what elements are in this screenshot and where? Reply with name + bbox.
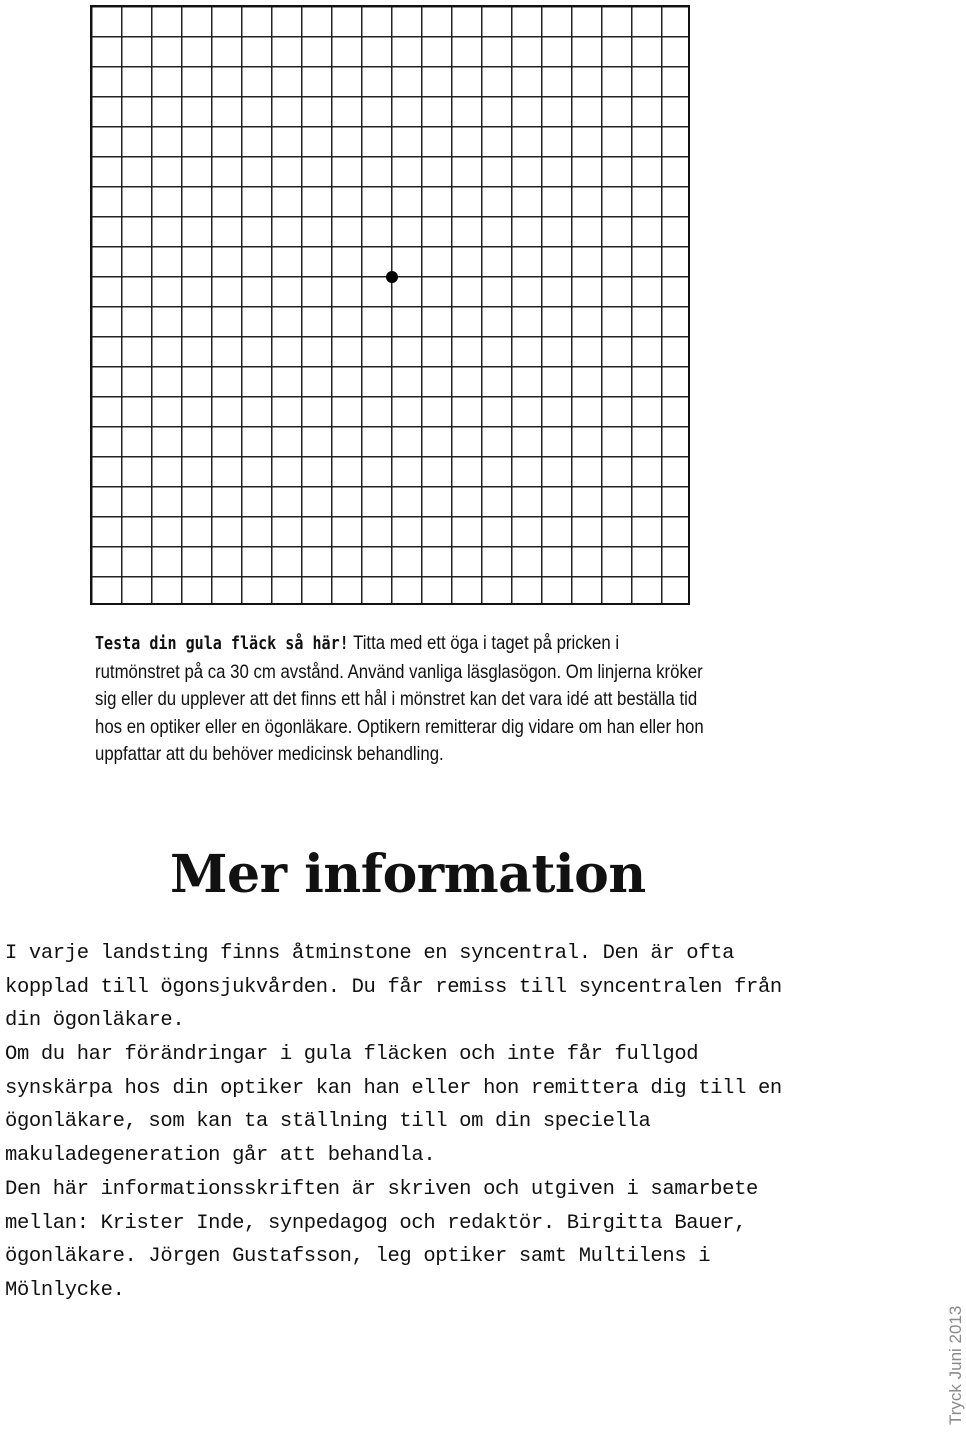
paragraph-referral: Om du har förändringar i gula fläcken och inte får fullgod synskärpa hos din optiker kan han eller hon remittera dig till en ögonläkare, som kan ta ställning till om din speciella makuladegeneration går att behandla. xyxy=(5,1043,782,1167)
print-date-note: Tryck Juni 2013 xyxy=(946,1305,965,1425)
intro-body: Titta med ett öga i taget på pricken i rutmönstret på ca 30 cm avstånd. Använd vanliga läsglasögon. Om linjerna kröker sig eller du upplever att det finns ett hål i mönstret kan det vara idé att beställa tid hos en optiker eller en ögonläkare. Optikern remitterar dig vidare om han eller hon uppfattar att du behöver medicinsk behandling. xyxy=(95,632,704,765)
fixation-dot xyxy=(386,271,398,283)
intro-text xyxy=(95,630,706,769)
section-heading: Mer information xyxy=(170,844,646,905)
paragraph-credits: Den här informationsskriften är skriven och utgiven i samarbete mellan: Krister Inde, synpedagog och redaktör. Birgitta Bauer, ögonläkare. Jörgen Gustafsson, leg optiker samt Multilens i Mölnlycke. xyxy=(5,1178,758,1302)
paragraph-syncentral: I varje landsting finns åtminstone en syncentral. Den är ofta kopplad till ögonsjukvården. Du får remiss till syncentralen från din ögonläkare. xyxy=(5,942,782,1032)
intro-lead: Testa din gula fläck så här! xyxy=(95,634,349,654)
amsler-grid xyxy=(90,5,690,605)
